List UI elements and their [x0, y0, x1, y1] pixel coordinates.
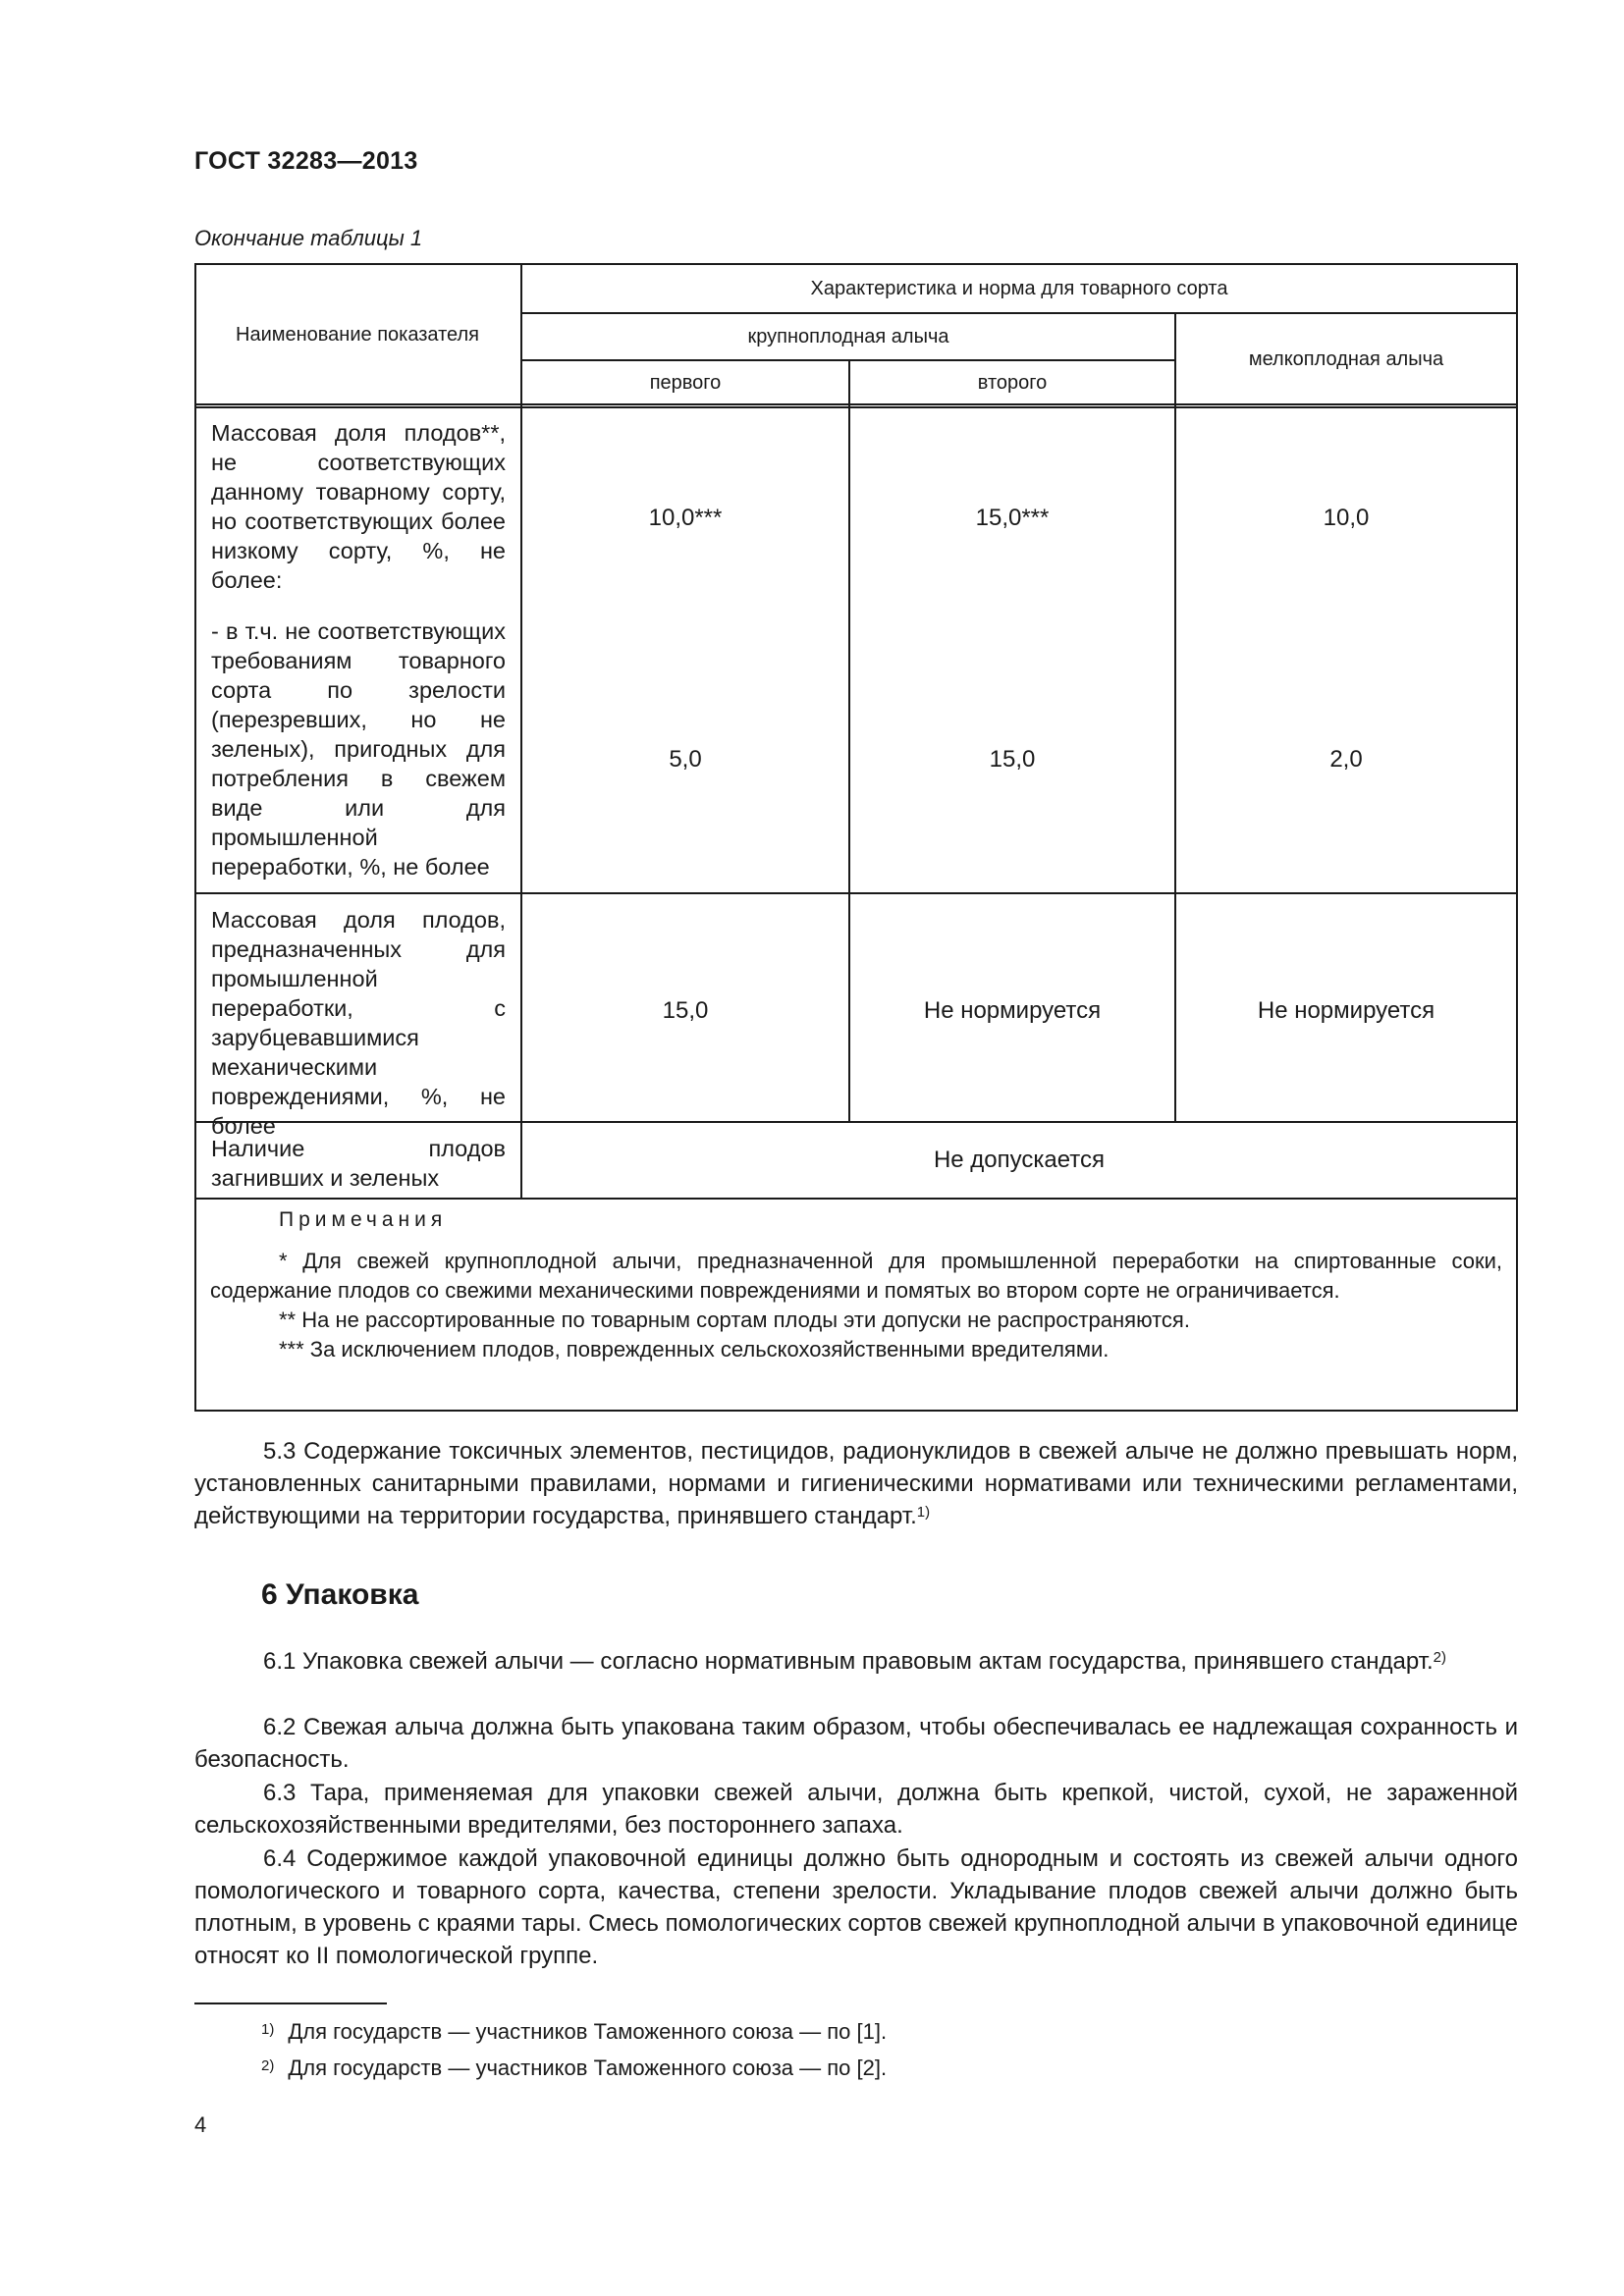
header-indicator: Наименование показателя: [236, 323, 479, 346]
note-item: *** За исключением плодов, поврежденных сельскохозяйственными вредителями.: [279, 1337, 1110, 1362]
row-value-second: 15,0***: [975, 505, 1050, 531]
row-value-first: 5,0: [669, 746, 702, 773]
row-value-small: Не нормируется: [1257, 997, 1435, 1024]
footnote-divider: [194, 2002, 387, 2004]
row-name: Массовая доля плодов**, не соответствующих данному товарному сорту, но соответствующих более низкому сорту, %, не более:: [211, 420, 506, 593]
note-item: * Для свежей крупноплодной алычи, предназначенной для промышленной переработки на спиртованные соки, содержание плодов со свежими механическими повреждениями и помятых во втором сорте не ограничивается.: [210, 1249, 1502, 1303]
row-name: Наличие плодов загнивших и зеленых: [211, 1136, 506, 1191]
paragraph-6-4: 6.4 Содержимое каждой упаковочной единицы должно быть однородным и состоять из свежей алычи одного помологического и товарного сорта, качества, степени зрелости. Укладывание плодов свежей алычи должно быть плотным, в уровень с краями тары. Смесь помологических сортов свежей крупноплодной алычи в упаковочной единице относят ко II помологической группе.: [194, 1845, 1518, 1969]
row-name: Массовая доля плодов, предназначенных для промышленной переработки, с зарубцевавшимися механическими повреждениями, %, не более: [211, 907, 506, 1139]
note-item: ** На не рассортированные по товарным сортам плоды эти допуски не распространяются.: [279, 1308, 1190, 1332]
paragraph-6-3: 6.3 Тара, применяемая для упаковки свежей алычи, должна быть крепкой, чистой, сухой, не зараженной сельскохозяйственными вредителями, без постороннего запаха.: [194, 1780, 1518, 1839]
row-name: - в т.ч. не соответствующих требованиям товарного сорта по зрелости (перезревших, но не зеленых), пригодных для потребления в свежем виде или для промышленной переработки, %, не более: [211, 618, 506, 880]
table-caption: Окончание таблицы 1: [194, 226, 423, 250]
footnote-ref: 2): [1433, 1649, 1446, 1666]
table-1: [194, 263, 1518, 1412]
header-characteristic: Характеристика и норма для товарного сорта: [810, 278, 1228, 299]
notes-title: Примечания: [279, 1208, 448, 1231]
row-value-small: 2,0: [1329, 746, 1363, 773]
paragraph-6-1: 6.1 Упаковка свежей алычи — согласно нормативным правовым актам государства, принявшего стандарт.$^{2)}$: [263, 1648, 1446, 1675]
header-second-grade: второго: [977, 371, 1048, 394]
header-large-fruit: крупноплодная алыча: [747, 326, 949, 347]
paragraph-6-2: 6.2 Свежая алыча должна быть упакована таким образом, чтобы обеспечивалась ее надлежащая сохранность и безопасность.: [194, 1714, 1518, 1773]
page-number: 4: [194, 2112, 207, 2137]
header-first-grade: первого: [649, 371, 722, 394]
section-title: 6 Упаковка: [261, 1578, 419, 1611]
row-value-second: Не нормируется: [923, 997, 1102, 1024]
row-value-first: 15,0: [662, 997, 709, 1024]
row-value-merged: Не допускается: [933, 1147, 1106, 1173]
footnote: $^{1)}$ Для государств — участников Таможенного союза — по [1].: [261, 2019, 888, 2044]
row-value-first: 10,0***: [648, 505, 723, 531]
row-value-small: 10,0: [1323, 505, 1370, 531]
row-value-second: 15,0: [989, 746, 1036, 773]
footnote: $^{2)}$ Для государств — участников Таможенного союза — по [2].: [261, 2056, 888, 2080]
footnote-ref: 1): [916, 1504, 931, 1521]
table-notes: [210, 1205, 1502, 1364]
document-id: ГОСТ 32283—2013: [194, 147, 418, 175]
header-small-fruit: мелкоплодная алыча: [1248, 347, 1444, 370]
paragraph-5-3: 5.3 Содержание токсичных элементов, пестицидов, радионуклидов в свежей алыче не должно превышать норм, установленных санитарными правилами, нормами и гигиеническими нормативами или техническими регламентами, действующими на территории государства, принявшего стандарт.$^{1)}$: [194, 1438, 1518, 1529]
